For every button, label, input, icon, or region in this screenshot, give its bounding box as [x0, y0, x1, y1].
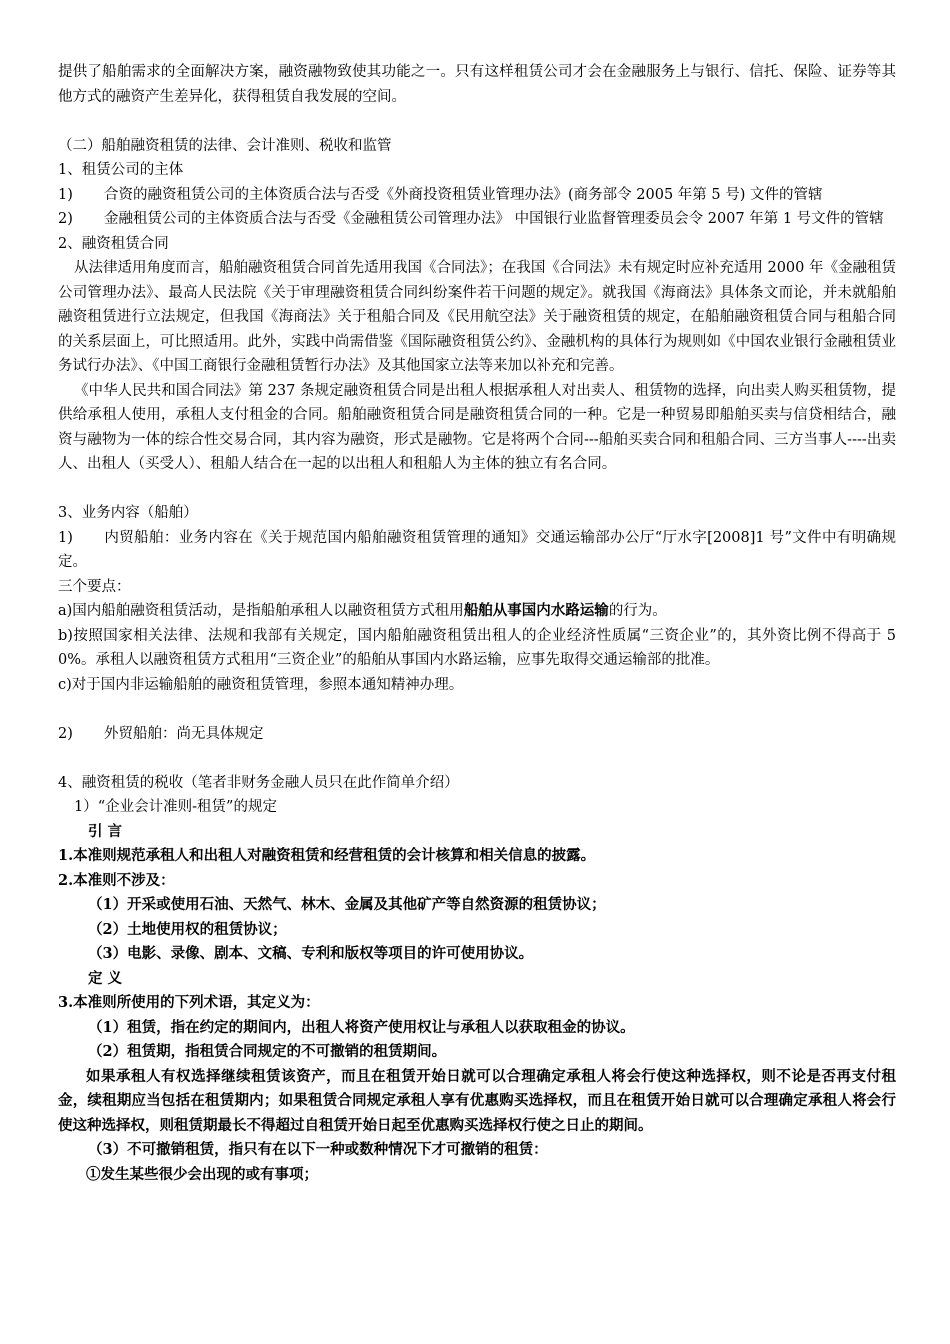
- paragraph-contract: 《中华人民共和国合同法》第 237 条规定融资租赁合同是出租人根据承租人对出卖人、租赁物的选择，向出卖人购买租赁物，提供给承租人使用，承租人支付租金的合同。船舶融资租赁合同是融资租赁合同的一种。它是一种贸易即船舶买卖与信贷相结合，融资与融物为一体的综合性交易合同，其内容为融资，形式是融物。它是将两个合同---船舶买卖合同和租船合同、三方当事人----出卖人、出租人（买受人）、租船人结合在一起的以出租人和租船人为主体的独立有名合同。: [58, 382, 896, 472]
- list-item: [58, 207, 896, 232]
- clause-1: 1.本准则规范承租人和出租人对融资租赁和经营租赁的会计核算和相关信息的披露。: [58, 847, 596, 864]
- spacer: [58, 477, 896, 502]
- clause-2-2: （2）土地使用权的租赁协议；: [88, 920, 287, 938]
- clause-3-paragraph: 如果承租人有权选择继续租赁该资产，而且在租赁开始日就可以合理确定承租人将会行使这种选择权，则不论是否再支付租金，续租期应当包括在租赁期内；如果租赁合同规定承租人享有优惠购买选择权，而且在租赁开始日就可以合理确定承租人将会行使这种选择权，则租赁期最长不得超过自租赁开始日起至优惠购买选择权行使之日止的期间。: [58, 1067, 896, 1134]
- section-heading: （二）船舶融资租赁的法律、会计准则、税收和监管: [58, 137, 392, 154]
- clause-3-1: （1）租赁，指在约定的期间内，出租人将资产使用权让与承租人以获取租金的协议。: [88, 1018, 635, 1036]
- clause-3: 3.本准则所使用的下列术语，其定义为：: [58, 994, 320, 1011]
- list-item: [58, 722, 896, 747]
- heading-1: 1、租赁公司的主体: [58, 162, 184, 178]
- definition-title: 定 义: [88, 969, 123, 987]
- clause-2-1: （1）开采或使用石油、天然气、林木、金属及其他矿产等自然资源的租赁协议；: [88, 896, 606, 913]
- point-b: b)按照国家相关法律、法规和我部有关规定，国内船舶融资租赁出租人的企业经济性质属“三资企业”的，其外资比例不得高于 50%。承租人以融资租赁方式租用“三资企业”的船舶从事国内水路运输，应事先取得交通运输部的批准。: [58, 627, 896, 668]
- heading-2: 2、融资租赁合同: [58, 235, 169, 252]
- item-number: 2): [58, 725, 73, 742]
- intro-title: 引 言: [88, 822, 123, 840]
- point-a-tail: 的行为。: [608, 603, 667, 619]
- item-text: 外贸船舶：尚无具体规定: [104, 725, 264, 742]
- point-a: [58, 599, 896, 624]
- list-item: [58, 526, 896, 575]
- clause-2: 2.本准则不涉及：: [58, 871, 175, 889]
- clause-3-2: （2）租赁期，指租赁合同规定的不可撤销的租赁期间。: [88, 1043, 447, 1060]
- list-item: [58, 183, 896, 208]
- point-a-text: a)国内船舶融资租赁活动，是指船舶承租人以融资租赁方式租用: [58, 603, 464, 619]
- item-number: 1): [58, 529, 73, 546]
- point-c: c)对于国内非运输船舶的融资租赁管理，参照本通知精神办理。: [58, 676, 464, 693]
- paragraph-law: 从法律适用角度而言，船舶融资租赁合同首先适用我国《合同法》；在我国《合同法》未有规定时应补充适用 2000 年《金融租赁公司管理办法》、最高人民法院《关于审理融资租赁合同纠纷案件若干问题的规定》。就我国《海商法》具体条文而论，并未就船舶融资租赁进行立法规定，但我国《海商法》关于租船合同及《民用航空法》关于融资租赁的规定，在船舶融资租赁合同与租船合同的关系层面上，可比照适用。此外，实践中尚需借鉴《国际融资租赁公约》、金融机构的具体行为规则如《中国农业银行金融租赁业务试行办法》、《中国工商银行金融租赁暂行办法》及其他国家立法等来加以补充和完善。: [58, 260, 896, 374]
- item-number: 1): [58, 186, 73, 203]
- item-text: 金融租赁公司的主体资质合法与否受《金融租赁公司管理办法》 中国银行业监督管理委员会令 2007 年第 1 号文件的管辖: [104, 211, 884, 227]
- three-points-label: 三个要点：: [58, 578, 131, 595]
- heading-4: 4、融资租赁的税收（笔者非财务金融人员只在此作简单介绍）: [58, 774, 459, 791]
- clause-3-3-1: ①发生某些很少会出现的或有事项；: [86, 1165, 318, 1183]
- clause-2-3: （3）电影、录像、剧本、文稿、专利和版权等项目的许可使用协议。: [88, 945, 534, 962]
- sub-heading: 1）“企业会计准则-租赁”的规定: [74, 799, 277, 815]
- clause-3-3: （3）不可撤销租赁，指只有在以下一种或数种情况下才可撤销的租赁：: [88, 1141, 548, 1158]
- point-a-bold: 船舶从事国内水路运输: [463, 602, 609, 619]
- spacer: [58, 746, 896, 771]
- spacer: [58, 697, 896, 722]
- intro-paragraph: 提供了船舶需求的全面解决方案，融资融物致使其功能之一。只有这样租赁公司才会在金融服务上与银行、信托、保险、证券等其他方式的融资产生差异化，获得租赁自我发展的空间。: [58, 64, 896, 105]
- document-page: [58, 60, 896, 1187]
- heading-3: 3、业务内容（船舶）: [58, 505, 198, 521]
- item-text: 合资的融资租赁公司的主体资质合法与否受《外商投资租赁业管理办法》(商务部令 2005 年第 5 号) 文件的管辖: [104, 186, 823, 203]
- item-number: 2): [58, 211, 73, 227]
- item-text: 内贸船舶：业务内容在《关于规范国内船舶融资租赁管理的通知》交通运输部办公厅“厅水字[2008]1 号”文件中有明确规定。: [58, 529, 896, 570]
- spacer: [58, 109, 896, 134]
